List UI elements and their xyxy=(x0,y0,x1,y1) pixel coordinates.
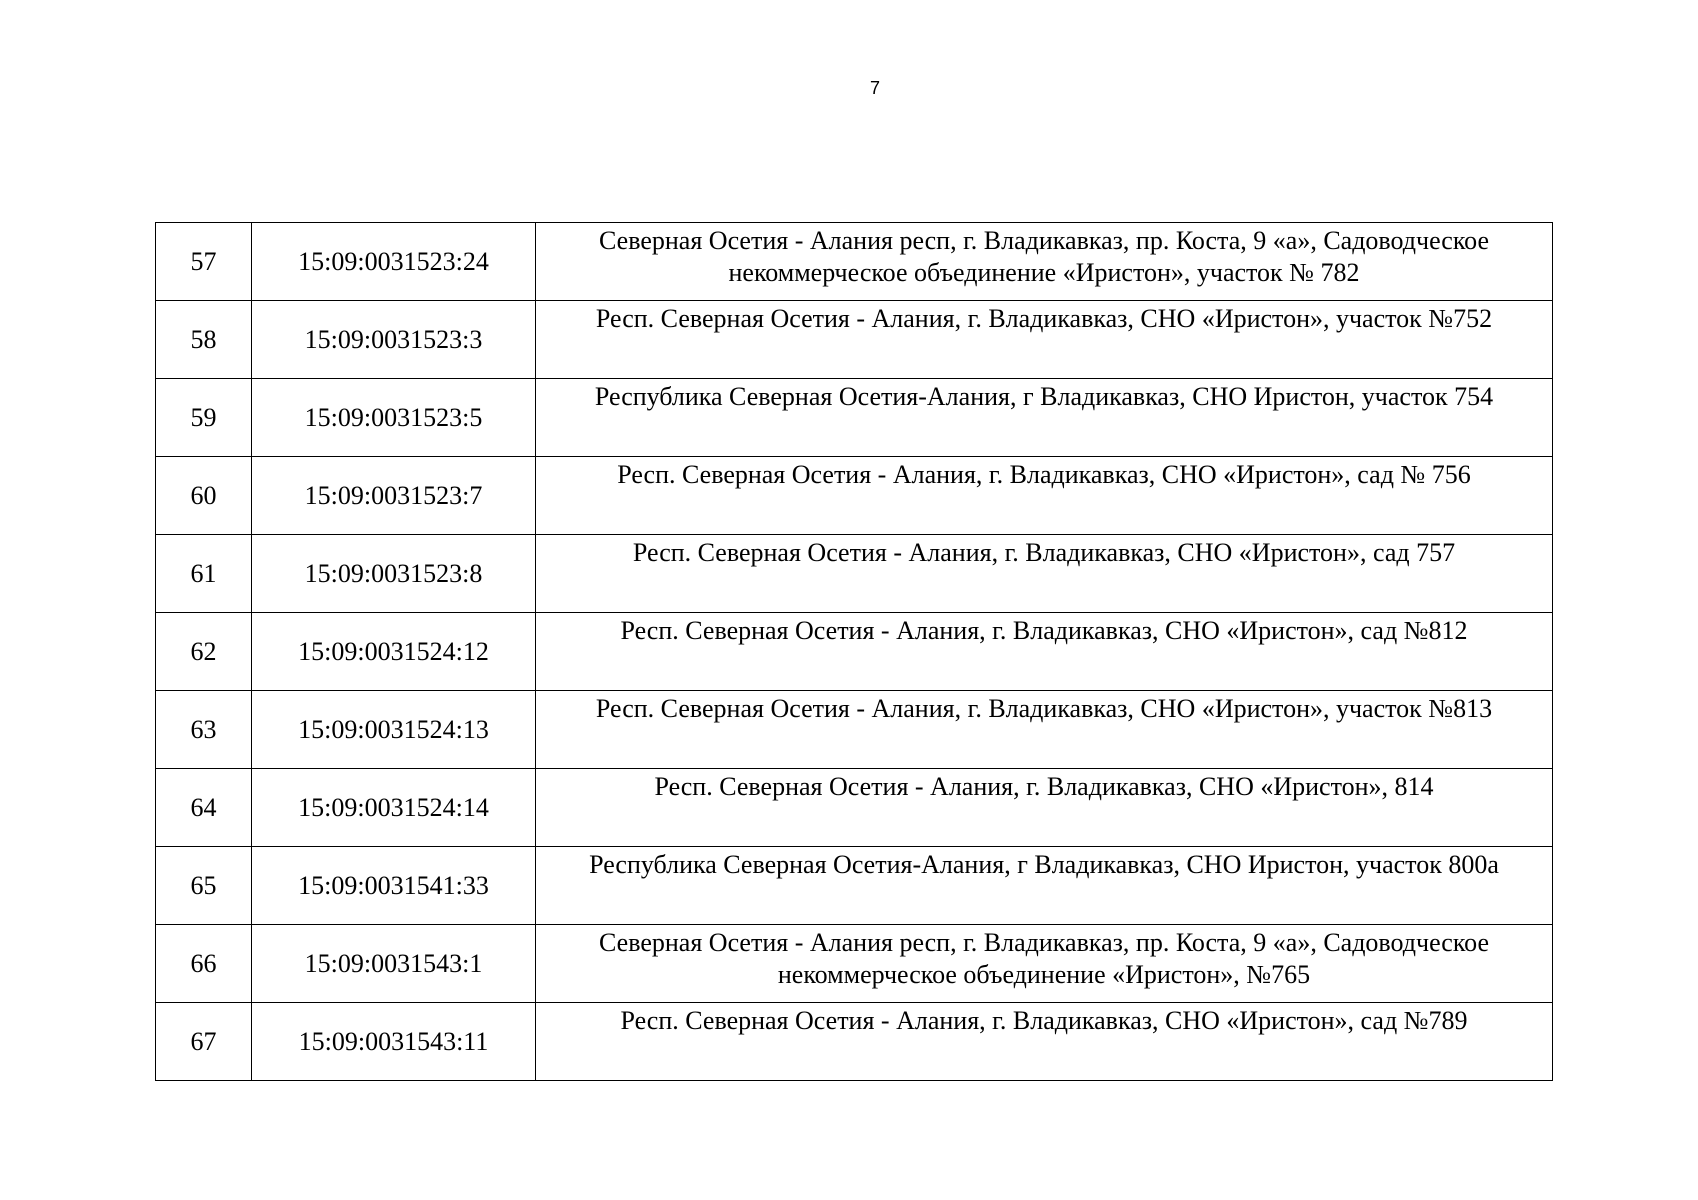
row-number: 59 xyxy=(156,379,252,457)
table-row xyxy=(156,379,1553,457)
table-row xyxy=(156,769,1553,847)
page-number: 7 xyxy=(869,78,880,98)
cadastral-number: 15:09:0031524:12 xyxy=(252,613,536,691)
cadastral-number: 15:09:0031524:14 xyxy=(252,769,536,847)
table-row xyxy=(156,535,1553,613)
row-number: 60 xyxy=(156,457,252,535)
table-row xyxy=(156,613,1553,691)
cadastral-number: 15:09:0031524:13 xyxy=(252,691,536,769)
address: Северная Осетия - Алания респ, г. Владикавказ, пр. Коста, 9 «а», Садоводческое некоммерческое объединение «Иристон», участок № 782 xyxy=(536,223,1553,301)
address: Республика Северная Осетия-Алания, г Владикавказ, СНО Иристон, участок 754 xyxy=(536,379,1553,457)
row-number: 62 xyxy=(156,613,252,691)
table-row xyxy=(156,1003,1553,1081)
table-row xyxy=(156,925,1553,1003)
land-plots-table xyxy=(155,222,1553,1081)
row-number: 57 xyxy=(156,223,252,301)
row-number: 58 xyxy=(156,301,252,379)
row-number: 64 xyxy=(156,769,252,847)
row-number: 63 xyxy=(156,691,252,769)
row-number: 65 xyxy=(156,847,252,925)
cadastral-number: 15:09:0031523:5 xyxy=(252,379,536,457)
address: Респ. Северная Осетия - Алания, г. Владикавказ, СНО «Иристон», сад 757 xyxy=(536,535,1553,613)
row-number: 61 xyxy=(156,535,252,613)
address: Респ. Северная Осетия - Алания, г. Владикавказ, СНО «Иристон», участок №752 xyxy=(536,301,1553,379)
cadastral-number: 15:09:0031523:3 xyxy=(252,301,536,379)
address: Респ. Северная Осетия - Алания, г. Владикавказ, СНО «Иристон», сад № 756 xyxy=(536,457,1553,535)
row-number: 66 xyxy=(156,925,252,1003)
table-row xyxy=(156,301,1553,379)
cadastral-number: 15:09:0031523:8 xyxy=(252,535,536,613)
row-number: 67 xyxy=(156,1003,252,1081)
address: Респ. Северная Осетия - Алания, г. Владикавказ, СНО «Иристон», 814 xyxy=(536,769,1553,847)
cadastral-number: 15:09:0031541:33 xyxy=(252,847,536,925)
address: Респ. Северная Осетия - Алания, г. Владикавказ, СНО «Иристон», сад №812 xyxy=(536,613,1553,691)
address: Респ. Северная Осетия - Алания, г. Владикавказ, СНО «Иристон», участок №813 xyxy=(536,691,1553,769)
cadastral-number: 15:09:0031523:7 xyxy=(252,457,536,535)
address: Респ. Северная Осетия - Алания, г. Владикавказ, СНО «Иристон», сад №789 xyxy=(536,1003,1553,1081)
table-row xyxy=(156,691,1553,769)
table-row xyxy=(156,457,1553,535)
address: Республика Северная Осетия-Алания, г Владикавказ, СНО Иристон, участок 800а xyxy=(536,847,1553,925)
address: Северная Осетия - Алания респ, г. Владикавказ, пр. Коста, 9 «а», Садоводческое некоммерческое объединение «Иристон», №765 xyxy=(536,925,1553,1003)
cadastral-number: 15:09:0031543:11 xyxy=(252,1003,536,1081)
cadastral-number: 15:09:0031543:1 xyxy=(252,925,536,1003)
cadastral-number: 15:09:0031523:24 xyxy=(252,223,536,301)
table-row xyxy=(156,223,1553,301)
table-row xyxy=(156,847,1553,925)
